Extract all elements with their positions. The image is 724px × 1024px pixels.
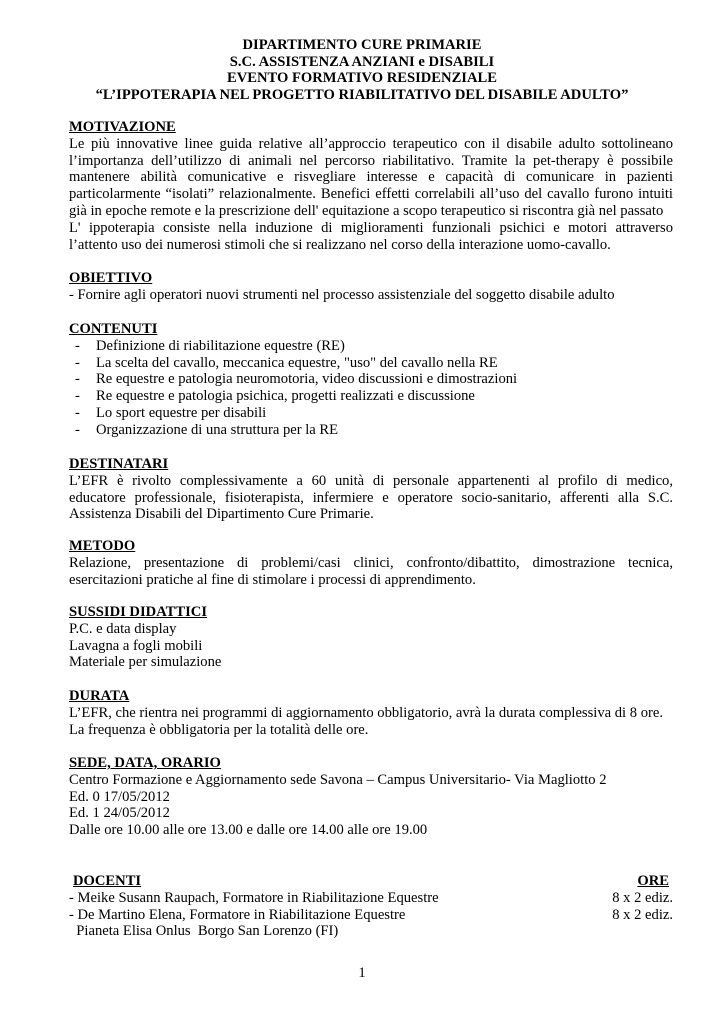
docente-name: - Meike Susann Raupach, Formatore in Riabilitazione Equestre <box>69 889 439 906</box>
list-item-text: Re equestre e patologia neuromotoria, video discussioni e dimostrazioni <box>96 371 518 388</box>
page-number: 1 <box>358 965 366 981</box>
section-contenuti <box>69 321 673 439</box>
list-item-text: Organizzazione di una struttura per la RE <box>96 421 339 438</box>
text-line: - Fornire agli operatori nuovi strumenti nel processo assistenziale del soggetto disabile adulto <box>69 286 615 303</box>
ore-heading: ORE <box>637 873 669 889</box>
text-line: l’importanza dell’utilizzo di animali nel percorso riabilitativo. Tramite la pet-therapy è possibile <box>69 152 673 169</box>
text-line: Assistenza Disabili del Dipartimento Cure Primarie. <box>69 506 374 523</box>
text-line: L' ippoterapia consiste nella induzione di miglioramenti funzionali psichici e motori attraverso <box>69 219 673 236</box>
docente-ore: 8 x 2 ediz. <box>612 906 673 923</box>
docente-affiliation: Pianeta Elisa Onlus Borgo San Lorenzo (FI) <box>69 923 339 940</box>
department-title: DIPARTIMENTO CURE PRIMARIE <box>242 37 482 53</box>
list-item-text: Re equestre e patologia psichica, progetti realizzati e discussione <box>96 388 475 405</box>
section-heading: SEDE, DATA, ORARIO <box>69 755 221 771</box>
text-line: Centro Formazione e Aggiornamento sede Savona – Campus Universitario- Via Magliotto 2 <box>69 771 607 788</box>
text-line: Ed. 1 24/05/2012 <box>69 805 170 822</box>
docente-row <box>69 890 673 907</box>
docente-row <box>69 907 673 924</box>
list-item: - Definizione di riabilitazione equestre (RE) <box>75 337 345 354</box>
section-heading: METODO <box>69 538 136 554</box>
text-line: L’EFR è rivolto complessivamente a 60 unità di personale appartenenti al profilo di medico, <box>69 472 673 489</box>
text-line: educatore professionale, fisioterapista, infermiere e operatore socio-sanitario, afferenti alla S.C. <box>69 489 673 506</box>
text-line: Ed. 0 17/05/2012 <box>69 788 170 805</box>
event-type: EVENTO FORMATIVO RESIDENZIALE <box>226 70 497 86</box>
unit-title: S.C. ASSISTENZA ANZIANI e DISABILI <box>229 53 495 70</box>
list-item-text: La scelta del cavallo, meccanica equestre, "uso" del cavallo nella RE <box>96 354 498 371</box>
text-line: Dalle ore 10.00 alle ore 13.00 e dalle ore 14.00 alle ore 19.00 <box>69 822 428 839</box>
text-line: L’EFR, che rientra nei programmi di aggiornamento obbligatorio, avrà la durata complessiva di 8 ore. <box>69 704 663 721</box>
list-item: - La scelta del cavallo, meccanica equestre, "uso" del cavallo nella RE <box>75 354 498 371</box>
list-item: - Lo sport equestre per disabili <box>75 404 267 421</box>
section-heading: OBIETTIVO <box>69 270 153 286</box>
section-docenti <box>69 873 673 940</box>
section-sede <box>69 755 673 839</box>
section-durata <box>69 688 673 738</box>
section-metodo <box>69 538 673 588</box>
section-obiettivo <box>69 270 673 304</box>
section-sussidi <box>69 604 673 671</box>
section-heading: SUSSIDI DIDATTICI <box>69 604 208 620</box>
section-heading: DOCENTI <box>73 873 142 889</box>
list-item: - Re equestre e patologia neuromotoria, video discussioni e dimostrazioni <box>75 371 518 388</box>
text-line: La frequenza è obbligatoria per la totalità delle ore. <box>69 721 369 738</box>
text-line: Lavagna a fogli mobili <box>69 637 203 654</box>
section-heading: CONTENUTI <box>69 321 158 337</box>
text-line: particolarmente “isolati” relazionalmente. Benefici effetti correlabili all’uso del cavallo furono intuiti <box>69 186 673 203</box>
text-line: mantenere abilità comunicative e risvegliare interesse e capacità di comunicare in pazienti <box>69 169 673 186</box>
section-motivazione <box>69 119 673 253</box>
section-heading: MOTIVAZIONE <box>69 119 176 135</box>
event-title: “L’IPPOTERAPIA NEL PROGETTO RIABILITATIVO DEL DISABILE ADULTO” <box>95 86 629 103</box>
docenti-header-row <box>69 873 673 890</box>
text-line: già in epoche remote e la prescrizione dell' equitazione a scopo terapeutico si riscontra già nel passato <box>69 202 664 219</box>
section-heading: DESTINATARI <box>69 456 169 472</box>
list-item: - Re equestre e patologia psichica, progetti realizzati e discussione <box>75 388 475 405</box>
text-line: l’attento uso dei numerosi stimoli che si realizzano nel corso della interazione uomo-cavallo. <box>69 236 611 253</box>
document-header <box>0 37 724 103</box>
section-destinatari <box>69 456 673 523</box>
docente-ore: 8 x 2 ediz. <box>612 889 673 906</box>
docente-name: - De Martino Elena, Formatore in Riabilitazione Equestre <box>69 906 406 923</box>
text-line: P.C. e data display <box>69 620 177 637</box>
section-heading: DURATA <box>69 688 130 704</box>
text-line: Le più innovative linee guida relative all’approccio terapeutico con il disabile adulto sottolineano <box>69 135 673 152</box>
text-line: Materiale per simulazione <box>69 654 222 671</box>
list-item: - Organizzazione di una struttura per la RE <box>75 421 339 438</box>
text-line: Relazione, presentazione di problemi/casi clinici, confronto/dibattito, dimostrazione tecnica, <box>69 554 673 571</box>
text-line: esercitazioni pratiche al fine di stimolare i processi di apprendimento. <box>69 571 476 588</box>
list-item-text: Lo sport equestre per disabili <box>96 404 267 421</box>
list-item-text: Definizione di riabilitazione equestre (RE) <box>96 337 345 354</box>
